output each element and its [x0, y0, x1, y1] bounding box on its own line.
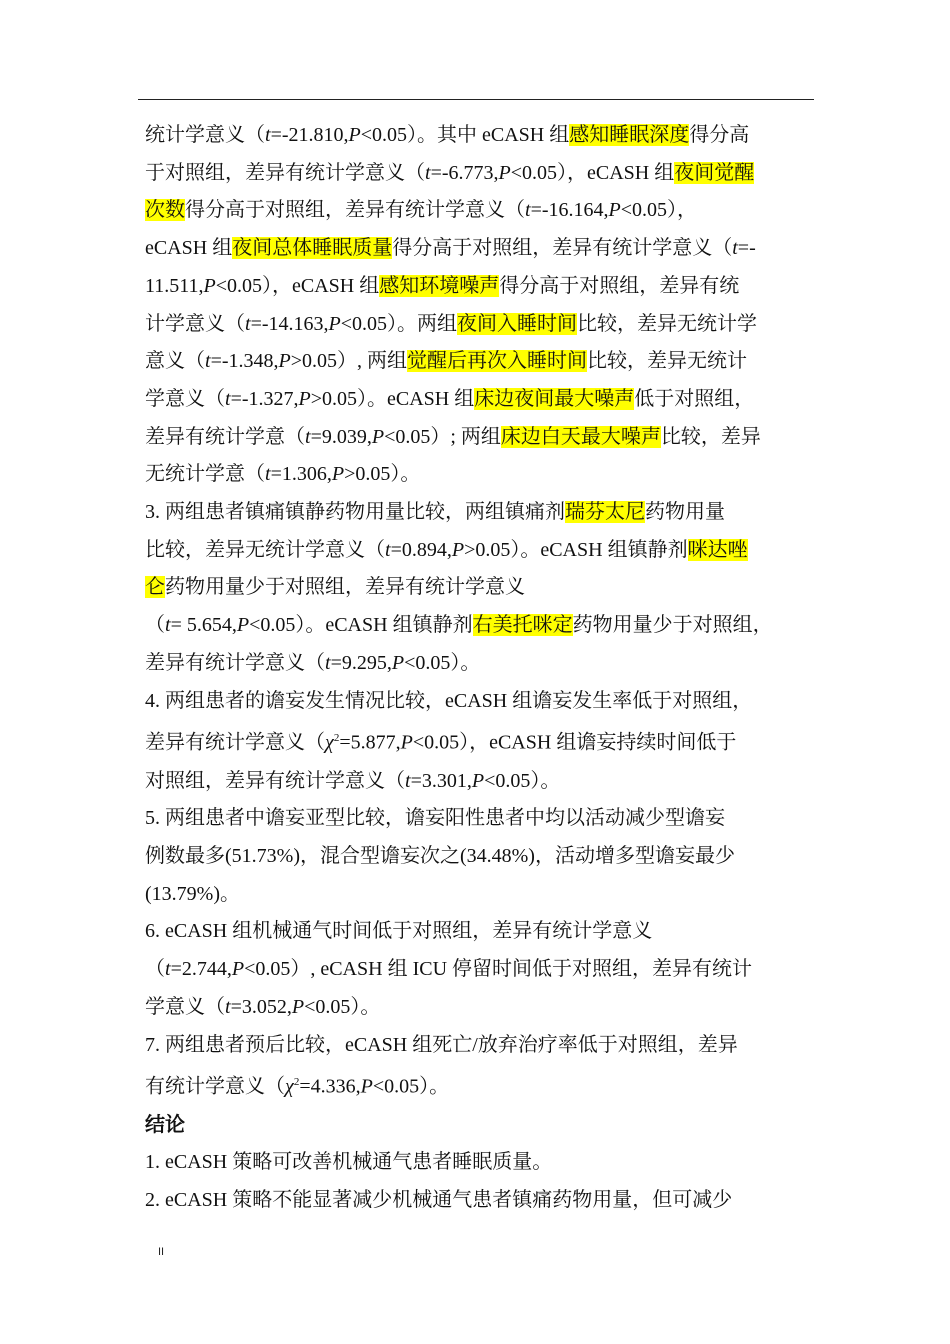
- text-run: t: [225, 995, 231, 1018]
- text-run: =2.744,: [170, 958, 232, 981]
- text-run: 例数最多(51.73%)，混合型谵妄次之(34.48%)，活动增多型谵妄最少: [145, 845, 735, 868]
- text-run: χ: [285, 1075, 294, 1098]
- text-run: 无统计学意（: [145, 463, 265, 486]
- text-run: >0.05）。: [344, 463, 421, 486]
- text-run: =-21.810,: [270, 124, 349, 146]
- text-run: 2: [333, 732, 340, 745]
- text-run: (13.79%)。: [145, 882, 240, 905]
- text-line: [145, 763, 813, 801]
- text-run: t: [425, 161, 431, 184]
- text-run: 比较，差异无统计学意义（: [145, 538, 385, 561]
- text-run: t: [165, 958, 171, 981]
- text-run: t: [325, 651, 331, 674]
- text-line: [145, 268, 813, 306]
- text-run: 计学意义（: [145, 312, 245, 335]
- text-line: [145, 913, 813, 951]
- text-run: P: [400, 731, 413, 754]
- text-run: <0.05）。: [372, 1075, 450, 1098]
- text-run: 差异有统计学意（: [145, 425, 305, 448]
- text-run: P: [291, 995, 305, 1018]
- text-run: 2. eCASH 策略不能显著减少机械通气患者镇痛药物用量，但可减少: [145, 1189, 733, 1211]
- highlighted-term: 夜间觉醒: [674, 161, 755, 184]
- text-line: [145, 419, 813, 457]
- text-run: 得分高于对照组，差异有统计学意义（: [185, 199, 525, 222]
- text-line: [145, 532, 813, 570]
- text-run: >0.05）。eCASH 组镇静剂: [464, 538, 688, 561]
- text-run: 得分高于对照组，差异有统计学意义（: [392, 237, 733, 260]
- text-run: <0.05）。: [484, 769, 561, 792]
- highlighted-term: 床边白天最大噪声: [500, 425, 661, 448]
- text-line: [145, 381, 813, 419]
- highlighted-term: 夜间总体睡眠质量: [232, 237, 393, 260]
- text-run: 2: [293, 1076, 300, 1089]
- text-run: 对照组，差异有统计学意义（: [145, 769, 405, 792]
- text-run: t: [385, 538, 391, 561]
- text-run: （: [145, 958, 165, 981]
- highlighted-term: 仑: [145, 576, 165, 599]
- text-run: >0.05）。eCASH 组: [310, 387, 475, 410]
- highlighted-term: 瑞芬太尼: [565, 501, 645, 524]
- text-line: [145, 1182, 813, 1220]
- text-run: =-: [737, 237, 756, 260]
- text-run: <0.05），: [620, 199, 698, 222]
- document-body: [145, 117, 813, 1220]
- text-line: [145, 1144, 813, 1182]
- section-heading: 结论: [145, 1113, 185, 1136]
- text-run: 药物用量: [645, 501, 725, 524]
- text-run: 1. eCASH 策略可改善机械通气患者睡眠质量。: [145, 1151, 553, 1174]
- text-run: P: [348, 124, 361, 146]
- text-run: P: [298, 387, 311, 410]
- text-run: P: [236, 614, 250, 637]
- text-run: 药物用量少于对照组，差异有统计学意义: [165, 576, 525, 599]
- text-run: <0.05）。eCASH 组镇静剂: [249, 614, 473, 637]
- text-run: t: [225, 387, 231, 410]
- text-run: 比较，差异无统计: [587, 350, 748, 373]
- text-run: <0.05）; 两组: [384, 425, 501, 448]
- text-line: [145, 951, 813, 989]
- text-run: =-14.163,: [250, 312, 329, 335]
- text-run: <0.05）。: [304, 995, 381, 1018]
- text-run: 得分高于对照组，差异有统: [499, 274, 740, 297]
- text-run: =-6.773,: [430, 161, 499, 184]
- text-run: 比较，差异无统计学: [577, 312, 758, 335]
- page-number: II: [158, 1246, 165, 1258]
- text-line: [145, 1027, 813, 1065]
- text-line: [145, 607, 813, 645]
- text-run: 差异有统计学意义（: [145, 651, 325, 674]
- text-run: （: [145, 614, 165, 637]
- text-run: t: [265, 124, 271, 146]
- text-run: =1.306,: [270, 463, 332, 486]
- text-run: 统计学意义（: [145, 124, 265, 146]
- text-run: 差异有统计学意义（: [145, 731, 325, 754]
- text-line: [145, 494, 813, 532]
- text-run: =-16.164,: [530, 199, 609, 222]
- text-line: [145, 1064, 813, 1106]
- text-run: <0.05）。两组: [340, 312, 458, 335]
- text-run: <0.05），eCASH 组: [215, 274, 380, 297]
- text-run: =5.877,: [339, 731, 401, 754]
- text-line: [145, 800, 813, 838]
- text-run: P: [328, 312, 341, 335]
- text-run: P: [360, 1075, 373, 1098]
- text-run: eCASH 组: [145, 237, 233, 260]
- text-run: 学意义（: [145, 995, 225, 1018]
- text-run: =0.894,: [390, 538, 452, 561]
- text-run: 3. 两组患者镇痛镇静药物用量比较，两组镇痛剂: [145, 501, 565, 524]
- text-run: P: [608, 199, 621, 222]
- text-run: <0.05）。: [404, 651, 481, 674]
- highlighted-term: 咪达唑: [687, 538, 748, 561]
- text-run: =9.295,: [330, 651, 392, 674]
- text-line: [145, 192, 813, 230]
- text-run: <0.05）。其中 eCASH 组: [360, 124, 570, 146]
- text-run: 比较，差异: [660, 425, 761, 448]
- text-run: =-1.348,: [210, 350, 279, 373]
- text-run: t: [305, 425, 311, 448]
- highlighted-term: 床边夜间最大噪声: [474, 387, 635, 410]
- text-run: P: [471, 769, 485, 792]
- text-run: =9.039,: [310, 425, 372, 448]
- text-run: <0.05）, eCASH 组 ICU 停留时间低于对照组，差异有统计: [244, 958, 753, 981]
- text-run: P: [203, 274, 216, 297]
- text-line: [145, 306, 813, 344]
- highlighted-term: 觉醒后再次入睡时间: [407, 350, 588, 373]
- text-run: =4.336,: [299, 1075, 361, 1098]
- text-line: [145, 569, 813, 607]
- text-run: <0.05），eCASH 组谵妄持续时间低于: [412, 731, 737, 754]
- text-line: [145, 230, 813, 268]
- text-run: <0.05），eCASH 组: [510, 161, 675, 184]
- highlighted-term: 感知环境噪声: [379, 274, 500, 297]
- text-line: [145, 645, 813, 683]
- text-line: [145, 683, 813, 721]
- text-run: =-1.327,: [230, 387, 299, 410]
- highlighted-term: 右美托咪定: [472, 614, 573, 637]
- text-run: P: [451, 538, 465, 561]
- text-run: χ: [325, 731, 334, 754]
- text-run: t: [265, 463, 271, 486]
- highlighted-term: 次数: [145, 199, 185, 222]
- text-line: [145, 1107, 813, 1145]
- text-line: [145, 456, 813, 494]
- text-run: 有统计学意义（: [145, 1075, 285, 1098]
- text-run: 于对照组，差异有统计学意义（: [145, 161, 425, 184]
- text-run: =3.052,: [230, 995, 292, 1018]
- text-line: [145, 343, 813, 381]
- text-run: 11.511,: [145, 274, 204, 297]
- highlighted-term: 夜间入睡时间: [457, 312, 578, 335]
- text-line: [145, 989, 813, 1027]
- text-run: 7. 两组患者预后比较，eCASH 组死亡/放弃治疗率低于对照组，差异: [145, 1033, 738, 1056]
- text-run: t: [165, 614, 171, 637]
- text-run: t: [205, 350, 211, 373]
- highlighted-term: 感知睡眠深度: [569, 124, 690, 146]
- text-run: 5. 两组患者中谵妄亚型比较，谵妄阳性患者中均以活动减少型谵妄: [145, 807, 725, 830]
- text-run: t: [245, 312, 251, 335]
- header-rule: [138, 99, 814, 100]
- text-line: [145, 720, 813, 762]
- text-run: 药物用量少于对照组，: [572, 614, 773, 637]
- text-run: 低于对照组，: [634, 387, 755, 410]
- text-run: 意义（: [145, 350, 205, 373]
- text-run: 6. eCASH 组机械通气时间低于对照组，差异有统计学意义: [145, 920, 653, 943]
- text-run: P: [331, 463, 345, 486]
- text-run: P: [391, 651, 405, 674]
- text-run: t: [405, 769, 411, 792]
- text-run: P: [278, 350, 291, 373]
- text-run: P: [498, 161, 511, 184]
- text-run: t: [525, 199, 531, 222]
- text-run: 得分高: [689, 124, 750, 146]
- text-line: [145, 838, 813, 876]
- text-run: >0.05）, 两组: [290, 350, 408, 373]
- text-run: 4. 两组患者的谵妄发生情况比较，eCASH 组谵妄发生率低于对照组，: [145, 689, 753, 712]
- text-line: [145, 117, 813, 155]
- text-run: t: [732, 237, 738, 260]
- text-run: P: [231, 958, 245, 981]
- text-run: =3.301,: [410, 769, 472, 792]
- text-line: [145, 155, 813, 193]
- text-run: P: [371, 425, 385, 448]
- text-run: 学意义（: [145, 387, 225, 410]
- text-run: = 5.654,: [170, 614, 237, 637]
- text-line: [145, 876, 813, 914]
